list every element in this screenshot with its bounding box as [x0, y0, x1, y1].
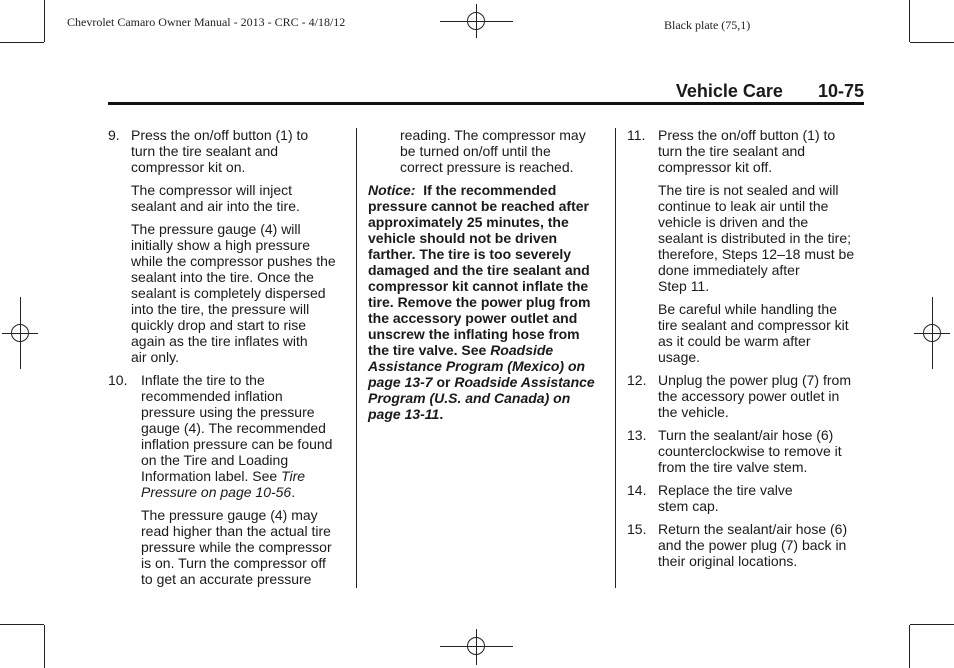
text-line: vehicle is driven and the [658, 214, 809, 230]
list-item [627, 372, 872, 420]
list-item [627, 482, 872, 514]
running-head [676, 81, 864, 102]
text-line: continue to leak air until the [658, 198, 829, 214]
page-number: 10-75 [817, 81, 864, 101]
text-line: recommended inflation [141, 388, 283, 404]
text-line: Press the on/off button (1) to [658, 127, 836, 143]
text-line: quickly drop and start to rise [131, 317, 307, 333]
text-line: sealant into the tire. Once the [131, 269, 314, 285]
text-line: stem cap. [658, 498, 719, 514]
text-span: . [439, 406, 444, 422]
text-line: their original locations. [658, 553, 798, 569]
text-line: Turn the sealant/air hose (6) [658, 427, 834, 443]
text-line: The pressure gauge (4) may [141, 507, 318, 523]
header-rule [108, 102, 864, 105]
text-line: Replace the tire valve [658, 482, 793, 498]
crop-mark [909, 625, 910, 668]
text-span: the tire valve. See [368, 342, 491, 358]
text-line: again as the tire inflates with [131, 333, 308, 349]
text-line: therefore, Steps 12–18 must be [658, 246, 855, 262]
text-line: on the Tire and Loading [141, 452, 289, 468]
text-line: pressure while the compressor [141, 539, 332, 555]
right-column [627, 127, 872, 569]
text-line: farther. The tire is too severely [368, 246, 572, 262]
text-line: the vehicle. [658, 404, 729, 420]
crop-mark [44, 0, 45, 42]
notice-label: Notice: [368, 182, 416, 198]
cross-reference-link[interactable]: page 13-7 [368, 374, 433, 390]
section-title: Vehicle Care [675, 81, 783, 101]
cross-reference-link[interactable]: Tire [281, 468, 306, 484]
text-line: turn the tire sealant and [131, 143, 279, 159]
text-line: unscrew the inflating hose from [368, 326, 580, 342]
text-line: Unplug the power plug (7) from [658, 372, 851, 388]
text-line [141, 484, 353, 500]
text-line: The pressure gauge (4) will [131, 221, 301, 237]
text-line: Press the on/off button (1) to [131, 127, 309, 143]
text-line: compressor kit cannot inflate the [368, 278, 589, 294]
print-slug: Chevrolet Camaro Owner Manual - 2013 - CRC - 4/18/12 [67, 15, 346, 29]
notice-block [368, 182, 610, 422]
text-line [368, 406, 610, 422]
crop-mark [0, 42, 44, 43]
text-line: sealant and air into the tire. [131, 198, 300, 214]
text-line: and the power plug (7) back in [658, 537, 847, 553]
item-number: 12. [627, 372, 647, 388]
text-line: correct pressure is reached. [400, 159, 574, 175]
middle-column [368, 127, 610, 422]
text-line: initially show a high pressure [131, 237, 310, 253]
text-line: counterclockwise to remove it [658, 443, 842, 459]
text-span: If the recommended [423, 182, 557, 198]
text-span: Information label. See [141, 468, 282, 484]
text-line [368, 342, 610, 358]
text-line: Be careful while handling the [658, 301, 838, 317]
cross-reference-link[interactable]: Pressure on page 10-56 [141, 484, 292, 500]
text-line: gauge (4). The recommended [141, 420, 326, 436]
list-item [627, 521, 872, 569]
cross-reference-link[interactable]: page 13-11 [368, 406, 440, 422]
text-line: to get an accurate pressure [141, 571, 312, 587]
text-line: as it could be warm after [658, 333, 811, 349]
plate-label: Black plate (75,1) [664, 18, 751, 32]
cross-reference-link[interactable]: Assistance Program (Mexico) on [368, 358, 586, 374]
text-line: air only. [131, 349, 179, 365]
text-line: compressor kit on. [131, 159, 246, 175]
list-item [108, 372, 353, 587]
text-line: approximately 25 minutes, the [368, 214, 569, 230]
list-item [108, 127, 353, 365]
item-number: 13. [627, 427, 647, 443]
text-line: tire sealant and compressor kit [658, 317, 849, 333]
text-line: is on. Turn the compressor off [141, 555, 326, 571]
column-divider [615, 128, 616, 588]
text-line: the accessory power outlet and [368, 310, 578, 326]
crop-mark [44, 625, 45, 668]
text-line: pressure cannot be reached after [368, 198, 589, 214]
item-number: 14. [627, 482, 647, 498]
item-number: 11. [627, 127, 646, 143]
cross-reference-link[interactable]: Program (U.S. and Canada) on [368, 390, 571, 406]
list-item [627, 427, 872, 475]
text-line: compressor kit off. [658, 159, 773, 175]
text-line: the accessory power outlet in [658, 388, 840, 404]
text-line: turn the tire sealant and [658, 143, 806, 159]
item-number: 15. [627, 521, 647, 537]
crop-mark [0, 624, 44, 625]
text-line: sealant is completely dispersed [131, 285, 326, 301]
text-line: The compressor will inject [131, 182, 293, 198]
text-line: damaged and the tire sealant and [368, 262, 590, 278]
item-number: 9. [108, 127, 120, 143]
text-line: Inflate the tire to the [141, 372, 265, 388]
text-line: reading. The compressor may [400, 127, 586, 143]
crop-mark [910, 42, 954, 43]
text-line: vehicle should not be driven [368, 230, 558, 246]
cross-reference-link[interactable]: Roadside Assistance [454, 374, 595, 390]
text-line: inflation pressure can be found [141, 436, 333, 452]
crop-mark [909, 0, 910, 42]
text-line [368, 374, 610, 390]
text-line: done immediately after [658, 262, 800, 278]
text-line: Return the sealant/air hose (6) [658, 521, 848, 537]
text-line: pressure using the pressure [141, 404, 315, 420]
item-number: 10. [108, 372, 128, 388]
text-line: usage. [658, 349, 701, 365]
text-line [368, 182, 610, 198]
text-line: tire. Remove the power plug from [368, 294, 591, 310]
text-span: or [432, 374, 455, 390]
text-line: read higher than the actual tire [141, 523, 331, 539]
text-line: The tire is not sealed and will [658, 182, 839, 198]
cross-reference-link[interactable]: Roadside [490, 342, 554, 358]
text-line: be turned on/off until the [400, 143, 551, 159]
list-item [627, 127, 872, 365]
text-line [141, 468, 353, 484]
text-line: while the compressor pushes the [131, 253, 336, 269]
text-line: Step 11. [658, 278, 710, 294]
left-column [108, 127, 353, 587]
text-line: sealant is distributed in the tire; [658, 230, 851, 246]
text-span: . [291, 484, 296, 500]
crop-mark [910, 624, 954, 625]
column-divider [356, 128, 357, 588]
text-line: into the tire, the pressure will [131, 301, 310, 317]
text-line: from the tire valve stem. [658, 459, 808, 475]
